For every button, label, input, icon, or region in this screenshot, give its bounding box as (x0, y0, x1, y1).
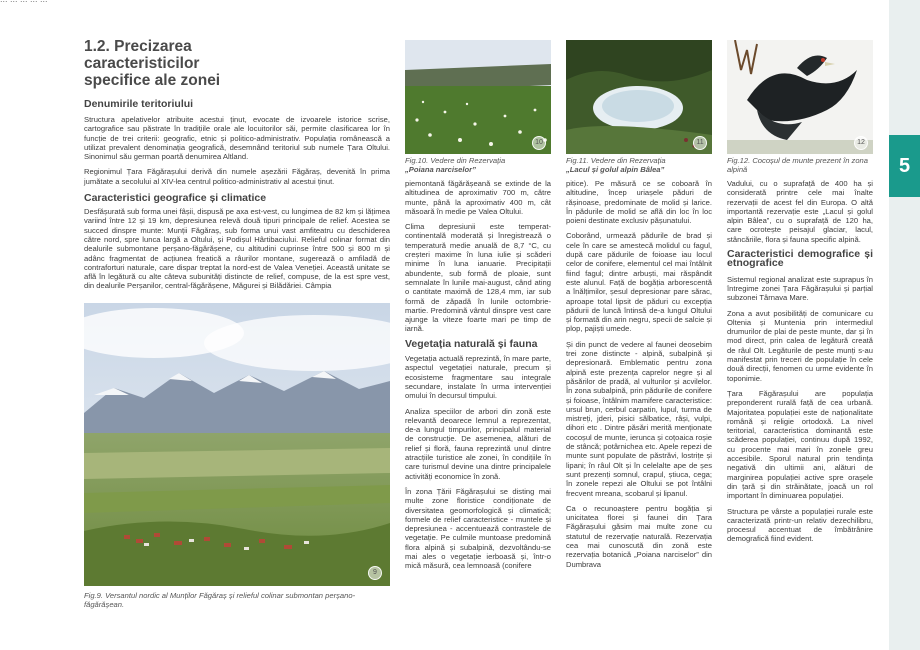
paragraph: Ca o recunoaștere pentru bogăția și unicitatea florei și faunei din Țara Făgărașului găsim mai multe zone cu statutul de rezervație naturală. Rezervația cea mai cunoscută din zonă este rezervația botanică „Poiana narciselor” din Dumbrava (566, 503, 712, 569)
paragraph: Și din punct de vedere al faunei deosebim trei zone distincte - alpină, subalpină și depresionară. Emblematic pentru zona alpină este prezența caprelor negre și al păsărilor de pradă, al vulturilor și acvilelor. În zona subalpină, prin pădurile de conifere și foioase, întâlnim mamifere caracteristice: ursul brun, cerbul carpatin, lupul, turma de mistreți, jderi, pisici sălbatice, râși, vulpi, dihori etc . Dintre păsări merită menționate cocoșul de munte, ierunca și coțoaica roșie de stâncă; potârnichea etc. Apele repezi de munte sunt populate de păstrăvi, lostrițe și lipani; în râul Olt și în celelalte ape de șes sunt prezenți somnul, crapul, știuca, cega; în zonele repezi ale Oltului se pot întâlni frecvent mreana, scobarul și lipanul. (566, 339, 712, 498)
landscape-image (84, 303, 390, 586)
caption-line: Fig.11. Vedere din Rezervația (566, 156, 666, 165)
paragraph: Clima depresiunii este temperat-continentală moderată și înregistrează o temperatură medie anuală de 8,7 °C, cu creșteri maxime în luna iulie și scăderi minime în luna ianuarie. Precipitații abundente, sub formă de ploaie, sunt semnalate în lunile mai-august, când ating o cantitate maximă de 128,4 mm, iar sub formă de zăpadă în lunile octombrie-martie. Predomină vântul dinspre vest care ajunge la viteze foarte mari pe timp de iarnă. (405, 222, 551, 334)
photo-lacul-balea (566, 40, 712, 154)
paragraph: Zona a avut posibilități de comunicare cu Oltenia și Muntenia prin intermediul drumurilor de plai de peste munte, dar și în mod direct, prin calea de legătură creată de râul Olt. Legăturile de peste munți s-au manifestat prin treceri de populație în cele două direcții, fenomen cu urme evidente în toponimie. (727, 308, 873, 383)
text-block (84, 115, 390, 186)
heading-geografice: Caracteristici geografice și climatice (84, 192, 267, 205)
page-edge-strip (889, 0, 920, 650)
paragraph: Structura pe vârste a populației rurale este caracterizată printr-un relativ dezechilibru, procesul accentuat de îmbătrânire demografică fiind evident. (727, 506, 873, 544)
column-1 (84, 98, 390, 297)
lake-image (566, 40, 712, 154)
photo-number-badge: 12 (854, 136, 868, 150)
photo-poiana-narciselor (405, 40, 551, 154)
column-4 (727, 179, 873, 550)
column-3 (566, 179, 712, 575)
paragraph: Vegetația actuală reprezintă, în mare parte, aspectul vegetației naturale, precum și ecosisteme fragmentare sau integrale secundare, instalate în urma intervenției omului în decursul timpului. (405, 354, 551, 401)
photo-cocos-de-munte (727, 40, 873, 154)
paragraph: Regionimul Țara Făgărașului derivă din numele așezării Făgăraș, devenită în prima jumătate a secolului al XIV-lea centrul politico-administrativ al acestui ținut. (84, 167, 390, 186)
caption-line: „Poiana narciselor” (405, 165, 476, 175)
chapter-tab[interactable]: 5 (889, 135, 920, 197)
heading-vegetatie: Vegetația naturală și fauna (405, 337, 538, 350)
paragraph: piemontană făgărășeană se extinde de la altitudinea de aproximativ 700 m, către munte, până la aproximativ 400 m, cât măsoară în medie pe Valea Oltului. (405, 179, 551, 216)
heading-demografice: Caracteristici demografice și etnografice (727, 248, 873, 270)
caption-line: „Lacul și golul alpin Bâlea” (566, 165, 665, 175)
paragraph: Analiza speciilor de arbori din zonă este relevantă deoarece lemnul a reprezentat, de-a lungul timpurilor, principalul material de construcție. De asemenea, alături de relief și floră, fauna reprezintă unul dintre atracțiile turistice ale zonei, în condițiile în care turismul devine una dintre principalele activități economice în zonă. (405, 406, 551, 481)
photo-fagaras-landscape (84, 303, 390, 586)
paragraph: Coborând, urmează pădurile de brad și cele în care se amestecă molidul cu fagul, după care pădurile de foioase iau locul celor de conifere, elementul cel mai întâlnit fiind fagul; dintre arbuști, mai răspândit este alunul. Față de bogăția arborescentă a înălțimilor, șesul depresionar pare sărac, aproape total lipsit de păduri cu excepția pădurii de luncă întinsă de-a lungul Oltului și formată din arin negru, specii de salcie și plop, pajiști umede. (566, 231, 712, 334)
paragraph: Sistemul regional analizat este suprapus în întregime zonei Țara Făgărașului și parțial subzonei Târnava Mare. (727, 274, 873, 303)
paragraph: Țara Făgărașului are populația preponderent rurală față de cea urbană. Majoritatea populației este de naționalitate română și religie ortodoxă. La nivel teritorial, caracteristica dominantă este scăderea populației, continuu după 1992, cu procente mai mari în zonele greu accesibile. Sporul natural prin tendința negativă din ultimii ani, alături de marginirea populației active spre orașele din țară și din străinătate, joacă un rol important în diminuarea populației. (727, 388, 873, 501)
section-title: 1.2. Precizarea caracteristicilor specifice ale zonei (84, 38, 221, 89)
figure-10-caption (405, 156, 551, 175)
figure-9-caption: Fig.9. Versantul nordic al Munților Făgăraș și relieful colinar submontan perșano-făgărășean. (84, 591, 356, 610)
figure-11-caption (566, 156, 712, 175)
bird-image (727, 40, 873, 154)
figure-12-caption: Fig.12. Cocoșul de munte prezent în zona alpină (727, 156, 868, 175)
text-block (84, 207, 390, 291)
paragraph: Structura apelativelor atribuite acestui ținut, evocate de izvoarele istorice scrise, cartografice sau păstrate în tradițiile orale ale locuitorilor săi, permite clasificarea lor în funcție de trei criterii: geografic, etnic și politico-administrativ. Populația românească a utilizat prevalent denominația geografică, desemnând teritoriul sub numele Țara Oltului. Sinonimul său german poartă denumirea Altland. (84, 115, 390, 162)
paragraph: Desfășurată sub forma unei fâșii, dispusă pe axa est-vest, cu lungimea de 82 km și lățimea variind între 12 și 19 km, depresiunea relevă două tipuri principale de relief. Acestea se succed dinspre munte: Munții Făgăraș, sub forma unui vast amfiteatru cu deschiderea către nord, spre lunca largă a Oltului, și Podișul Hârtibaciului. Relieful colinar format din dealurile submontane perșano-făgărășene, cu altitudini cuprinse între 500 și 800 m și adânc fragmentat de acțiunea freatică a râurilor montane, sugerează o amfiladă de contraforturi naturale, care dispar treptat la nord-est de Valea Veneției. Această unitate se află în legătură cu alte câteva subunități distincte de relief, compuse, de la est spre vest, din dealurile Perșanilor, central-făgărășene, Măgurei și Bilădăriei. Câmpia (84, 207, 390, 291)
paragraph: pitice). Pe măsură ce se coboară în altitudine, încep uriașele păduri de rășinoase, predominate de molid și larice. În pădurile de molid se află din loc în loc poieni destinate exclusiv pășunatului. (566, 179, 712, 226)
heading-denumiri: Denumirile teritoriului (84, 98, 194, 110)
photo-number-badge: 11 (693, 136, 707, 150)
meadow-image (405, 40, 551, 154)
paragraph: În zona Țării Făgărașului se disting mai multe zone floristice condiționate de diversitatea geomorfologică și climatică; formele de relief caracteristice - muntele și depresiunea - accentuează contrastele de vegetație. Pe culmile muntoase predomină flora alpină și subalpină, dezvoltându-se mai ales o vegetație ierboasă și, într-o mică măsură, cea lemnoasă (conifere (405, 486, 551, 571)
photo-number-badge: 9 (368, 566, 382, 580)
caption-line: Fig.10. Vedere din Rezervația (405, 156, 506, 165)
column-2 (405, 179, 551, 577)
top-running-text (0, 0, 920, 4)
paragraph: Vadului, cu o suprafață de 400 ha și considerată printre cele mai înalte rezervații de acest fel din Europa. O altă importantă rezervație este „Lacul și golul alpin Bâlea”, cu o suprafață de 120 ha, care ocrotește peisajul glaciar, lacul, stâncăriile, flora și fauna specific alpină. (727, 179, 873, 244)
photo-number-badge: 10 (532, 136, 546, 150)
